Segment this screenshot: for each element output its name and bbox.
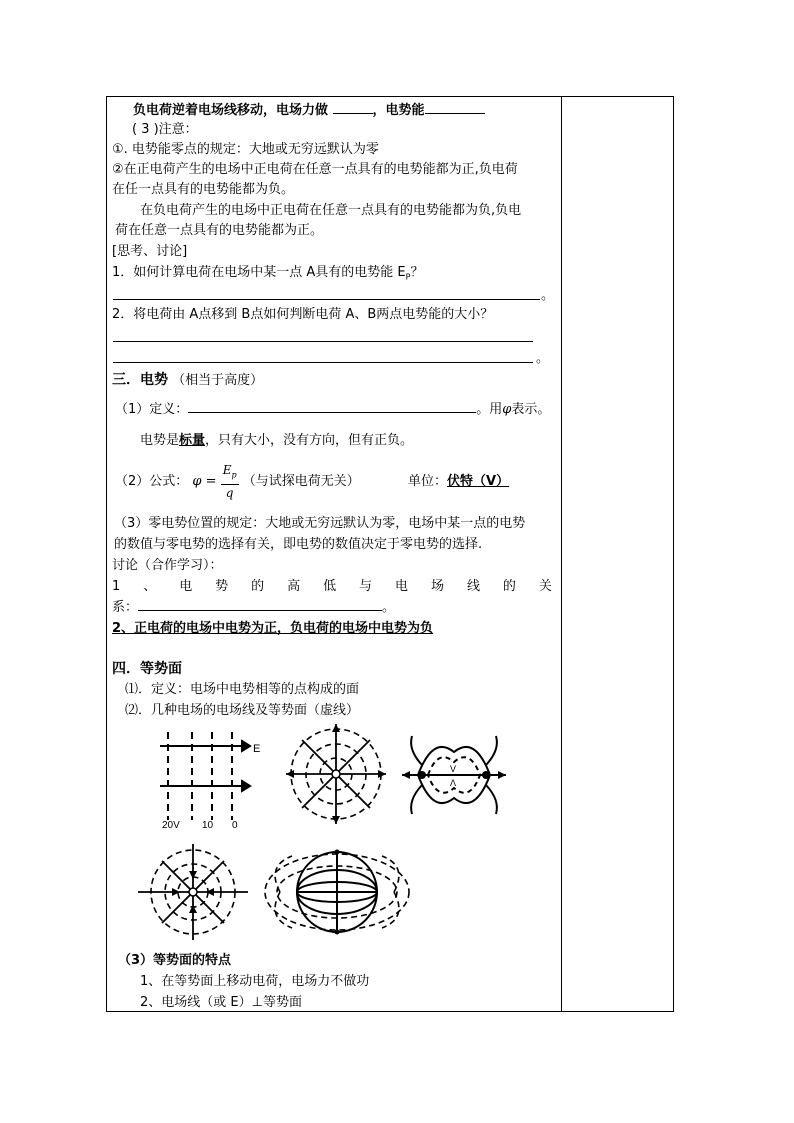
formula-lhs: φ = [192,474,217,489]
d1-char: 高 [287,579,301,594]
scalar-line [140,432,413,450]
negative-charge-diagram [138,842,248,942]
unit-label: 单位： [408,474,448,489]
formula-numerator [221,462,239,484]
zero-potential-b: 的数值与零电势的选择有关，即电势的数值决定于零电势的选择. [114,537,483,552]
feature-1: 1、在等势面上移动电荷，电场力不做功 [140,974,370,989]
answer-line-1 [113,299,540,300]
formula-note: （与试探电荷无关） [242,474,360,489]
discuss-1-blank [138,598,382,611]
d1-char: 与 [359,579,373,594]
d1-char: 电 [395,579,409,594]
field-e-label: E [253,743,261,755]
zero-potential-a: （3）零电势位置的规定：大地或无穷远默认为零，电场中某一点的电势 [114,516,526,531]
unit-value: 伏特（V） [447,474,510,489]
d1-char: 关 [538,579,552,594]
neg-charge-text: 负电荷逆着电场线移动，电场力做 [133,103,329,118]
definition-tail: 。用 [476,402,503,417]
feature-2: 2、电场线（或 E）⊥等势面 [140,995,302,1010]
definition-end: 表示。 [511,402,551,417]
d1-char: 的 [251,579,265,594]
note-3a: 在负电荷产生的电场中正电荷在任意一点具有的电势能都为负,负电 [140,203,522,218]
answer-period-1: 。 [541,288,555,303]
potential-label: 20V [162,820,180,831]
point-charge-diagram [284,722,388,826]
note-heading: ( 3 )注意： [132,122,198,137]
section-3-heading [112,371,263,390]
uniform-field-diagram [150,728,261,831]
question-1 [112,264,424,287]
question-1-subscript: P [405,272,411,282]
discuss-1-cont [112,598,395,617]
equipotential-kinds: ⑵．几种电场的电场线及等势面（虚线） [125,703,360,718]
d1-char: 的 [502,579,516,594]
table-column-divider [561,96,562,1012]
answer-period-2: 。 [536,351,550,366]
answer-line-2a [113,341,533,342]
note-3b: 荷在任意一点具有的电势能都为正。 [115,223,324,238]
formula-num-sub: p [231,470,237,480]
like-charges-diagram [398,730,510,820]
d1-char: 电 [179,579,193,594]
potential-label: 10 [202,820,214,831]
discuss-1-end: 。 [382,600,396,615]
formula-line [115,462,509,506]
phi-symbol: φ [502,402,512,417]
formula-label: （2）公式： [115,474,189,489]
blank-work [333,101,373,114]
definition-label: （1）定义： [115,402,189,417]
question-2: 2．将电荷由 A点移到 B点如何判断电荷 A、B两点电势能的大小？ [112,307,494,322]
center-v-label: V [450,764,457,774]
definition-blank [188,400,476,413]
d1-char: 1 [112,579,121,594]
center-v-inv-label: Λ [450,778,457,788]
note-1: ①. 电势能零点的规定：大地或无穷远默认为零 [112,142,379,157]
formula-fraction [221,462,239,500]
scalar-post: ，只有大小，没有方向，但有正负。 [205,433,414,448]
d1-char: 低 [323,579,337,594]
answer-line-2b [113,362,533,363]
neg-charge-line [133,101,485,120]
question-1-text: 1．如何计算电荷在电场中某一点 A具有的电势能 E [112,265,406,280]
definition-line [115,400,550,419]
discuss-1-spread [112,578,552,596]
section-3-note: （相当于高度） [172,373,264,388]
d1-char: 线 [466,579,480,594]
scalar-pre: 电势是 [140,433,180,448]
scalar-word: 标量 [179,433,206,448]
d1-char: 、 [143,579,157,594]
question-1-end: ？ [410,265,424,280]
discuss-heading: 讨论（合作学习）： [112,558,223,573]
note-2b: 在任一点具有的电势能都为负。 [112,182,295,197]
blank-energy [425,101,485,114]
note-2a: ②在正电荷产生的电场中正电荷在任意一点具有的电势能都为正,负电荷 [112,162,518,177]
potential-label: 0 [232,820,238,831]
equipotential-definition: ⑴．定义：电场中电势相等的点构成的面 [125,682,360,697]
d1-char: 场 [430,579,444,594]
section-4-title: 四．等势面 [112,661,182,677]
sphere-dipole-diagram [262,846,412,942]
features-title: （3）等势面的特点 [118,953,232,968]
formula-num-letter: E [222,463,232,478]
formula-denominator: q [225,485,234,500]
discuss-2: 2、正电荷的电场中电势为正，负电荷的电场中电势为负 [112,621,434,636]
discuss-1-cont-text: 系： [112,600,139,615]
section-3-title: 三．电势 [112,372,168,388]
think-heading: [思考、讨论] [112,244,188,259]
neg-charge-sep: ，电势能 [372,103,425,118]
d1-char: 势 [215,579,229,594]
